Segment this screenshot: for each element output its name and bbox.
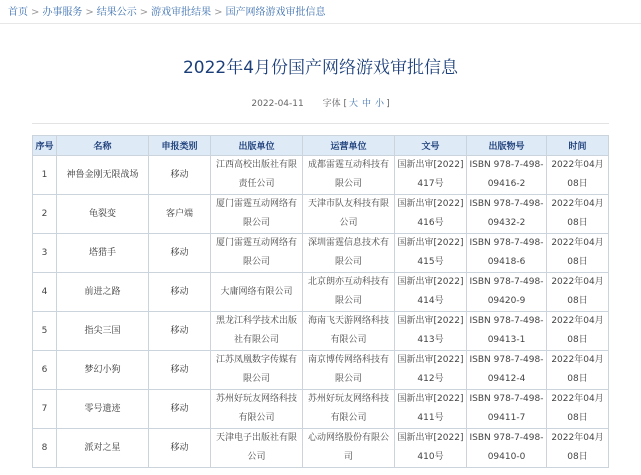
breadcrumb-separator: > bbox=[214, 7, 223, 18]
table-row bbox=[33, 195, 609, 234]
cell-category: 客户端 bbox=[149, 195, 211, 234]
cell-name: 指尖三国 bbox=[57, 312, 149, 351]
breadcrumb-separator: > bbox=[85, 7, 94, 18]
breadcrumb-separator: > bbox=[139, 7, 149, 18]
cell-index: 6 bbox=[33, 351, 57, 390]
cell-document-no: 国新出审[2022]414号 bbox=[395, 273, 467, 312]
cell-isbn: ISBN 978-7-498-09411-7 bbox=[467, 390, 547, 429]
cell-document-no: 国新出审[2022]410号 bbox=[395, 429, 467, 468]
page-title: 2022年4月份国产网络游戏审批信息 bbox=[182, 58, 459, 78]
cell-publisher: 大庸网络有限公司 bbox=[211, 273, 303, 312]
cell-name: 前进之路 bbox=[57, 273, 149, 312]
header-publisher: 出版单位 bbox=[211, 136, 303, 156]
cell-document-no: 国新出审[2022]415号 bbox=[395, 234, 467, 273]
cell-date: 2022年04月08日 bbox=[547, 312, 609, 351]
cell-operator: 海南飞天游网络科技有限公司 bbox=[303, 312, 395, 351]
cell-operator: 天津市队友科技有限公司 bbox=[303, 195, 395, 234]
cell-name: 派对之星 bbox=[57, 429, 149, 468]
table-row bbox=[33, 351, 609, 390]
table-row bbox=[33, 156, 609, 195]
cell-operator: 南京博传网络科技有限公司 bbox=[303, 351, 395, 390]
header-document-no: 文号 bbox=[395, 136, 467, 156]
table-row bbox=[33, 390, 609, 429]
cell-index: 2 bbox=[33, 195, 57, 234]
breadcrumb-current[interactable]: 国产网络游戏审批信息 bbox=[225, 7, 326, 18]
cell-name: 零号遗迹 bbox=[57, 390, 149, 429]
table-row bbox=[33, 273, 609, 312]
table-row bbox=[33, 234, 609, 273]
cell-document-no: 国新出审[2022]416号 bbox=[395, 195, 467, 234]
breadcrumb bbox=[8, 4, 326, 22]
font-size-small-button[interactable]: 小 bbox=[375, 99, 385, 109]
cell-date: 2022年04月08日 bbox=[547, 429, 609, 468]
cell-index: 7 bbox=[33, 390, 57, 429]
cell-publisher: 黑龙江科学技术出版社有限公司 bbox=[211, 312, 303, 351]
cell-name: 塔猎手 bbox=[57, 234, 149, 273]
cell-category: 移动 bbox=[149, 312, 211, 351]
cell-index: 4 bbox=[33, 273, 57, 312]
cell-index: 3 bbox=[33, 234, 57, 273]
cell-operator: 北京朗亦互动科技有限公司 bbox=[303, 273, 395, 312]
breadcrumb-separator: > bbox=[31, 7, 40, 18]
publish-date: 2022-04-11 bbox=[251, 99, 304, 109]
font-size-bracket-open: [ bbox=[343, 99, 348, 109]
table-header-row bbox=[33, 136, 609, 156]
approval-table bbox=[32, 135, 609, 468]
cell-operator: 心动网络股份有限公司 bbox=[303, 429, 395, 468]
cell-publisher: 天津电子出版社有限公司 bbox=[211, 429, 303, 468]
cell-isbn: ISBN 978-7-498-09413-1 bbox=[467, 312, 547, 351]
cell-isbn: ISBN 978-7-498-09412-4 bbox=[467, 351, 547, 390]
header-isbn: 出版物号 bbox=[467, 136, 547, 156]
cell-category: 移动 bbox=[149, 273, 211, 312]
cell-category: 移动 bbox=[149, 351, 211, 390]
font-size-medium-button[interactable]: 中 bbox=[362, 99, 372, 109]
cell-isbn: ISBN 978-7-498-09420-9 bbox=[467, 273, 547, 312]
cell-isbn: ISBN 978-7-498-09410-0 bbox=[467, 429, 547, 468]
cell-operator: 成都雷霆互动科技有限公司 bbox=[303, 156, 395, 195]
cell-date: 2022年04月08日 bbox=[547, 156, 609, 195]
cell-isbn: ISBN 978-7-498-09432-2 bbox=[467, 195, 547, 234]
header-category: 申报类别 bbox=[149, 136, 211, 156]
cell-document-no: 国新出审[2022]412号 bbox=[395, 351, 467, 390]
header-operator: 运营单位 bbox=[303, 136, 395, 156]
breadcrumb-game-approval[interactable]: 游戏审批结果 bbox=[151, 7, 212, 18]
cell-isbn: ISBN 978-7-498-09416-2 bbox=[467, 156, 547, 195]
header-date: 时间 bbox=[547, 136, 609, 156]
font-size-bracket-close: ] bbox=[386, 99, 390, 109]
cell-date: 2022年04月08日 bbox=[547, 195, 609, 234]
article-meta bbox=[0, 96, 641, 112]
header-index: 序号 bbox=[33, 136, 57, 156]
breadcrumb-divider bbox=[0, 23, 641, 24]
cell-publisher: 厦门雷霆互动网络有限公司 bbox=[211, 195, 303, 234]
breadcrumb-results[interactable]: 结果公示 bbox=[96, 7, 137, 18]
header-name: 名称 bbox=[57, 136, 149, 156]
cell-name: 神鲁金刚无限战场 bbox=[57, 156, 149, 195]
cell-name: 梦幻小狗 bbox=[57, 351, 149, 390]
cell-document-no: 国新出审[2022]417号 bbox=[395, 156, 467, 195]
cell-index: 8 bbox=[33, 429, 57, 468]
cell-index: 5 bbox=[33, 312, 57, 351]
font-size-label: 字体 bbox=[322, 99, 341, 109]
cell-category: 移动 bbox=[149, 429, 211, 468]
cell-date: 2022年04月08日 bbox=[547, 351, 609, 390]
breadcrumb-home[interactable]: 首页 bbox=[8, 7, 28, 18]
font-size-large-button[interactable]: 大 bbox=[349, 99, 359, 109]
cell-category: 移动 bbox=[149, 156, 211, 195]
table-row bbox=[33, 312, 609, 351]
cell-operator: 苏州好玩友网络科技有限公司 bbox=[303, 390, 395, 429]
cell-publisher: 苏州好玩友网络科技有限公司 bbox=[211, 390, 303, 429]
table-row bbox=[33, 429, 609, 468]
cell-isbn: ISBN 978-7-498-09418-6 bbox=[467, 234, 547, 273]
cell-publisher: 厦门雷霆互动网络有限公司 bbox=[211, 234, 303, 273]
cell-document-no: 国新出审[2022]413号 bbox=[395, 312, 467, 351]
cell-document-no: 国新出审[2022]411号 bbox=[395, 390, 467, 429]
cell-date: 2022年04月08日 bbox=[547, 390, 609, 429]
cell-category: 移动 bbox=[149, 234, 211, 273]
cell-operator: 深圳雷霆信息技术有限公司 bbox=[303, 234, 395, 273]
cell-index: 1 bbox=[33, 156, 57, 195]
cell-category: 移动 bbox=[149, 390, 211, 429]
cell-date: 2022年04月08日 bbox=[547, 273, 609, 312]
cell-date: 2022年04月08日 bbox=[547, 234, 609, 273]
meta-divider bbox=[32, 123, 609, 124]
breadcrumb-services[interactable]: 办事服务 bbox=[42, 7, 83, 18]
cell-publisher: 江西高校出版社有限责任公司 bbox=[211, 156, 303, 195]
cell-publisher: 江苏凤凰数字传媒有限公司 bbox=[211, 351, 303, 390]
cell-name: 龟裂变 bbox=[57, 195, 149, 234]
